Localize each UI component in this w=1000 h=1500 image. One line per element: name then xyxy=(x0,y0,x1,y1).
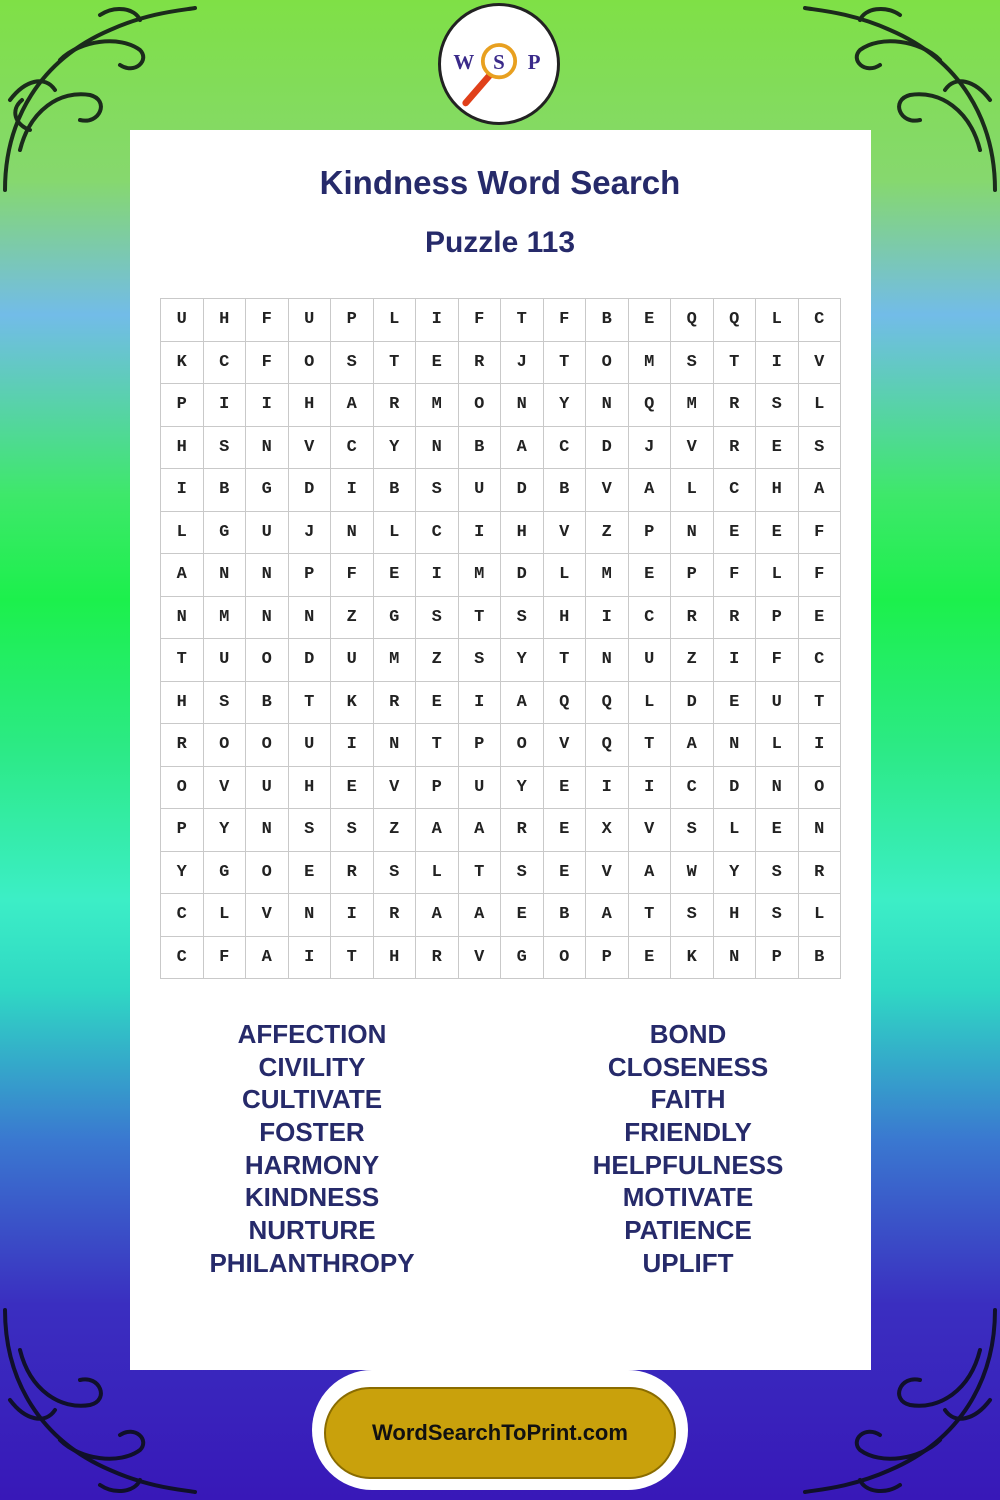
grid-cell[interactable]: S xyxy=(756,851,799,894)
grid-cell[interactable]: N xyxy=(246,554,289,597)
grid-cell[interactable]: H xyxy=(373,936,416,979)
word-item: NURTURE xyxy=(248,1215,376,1246)
grid-cell[interactable]: T xyxy=(458,596,501,639)
word-item: HARMONY xyxy=(244,1149,380,1180)
grid-cell[interactable]: C xyxy=(416,511,459,554)
grid-cell[interactable]: L xyxy=(628,681,671,724)
grid-cell[interactable]: D xyxy=(288,469,331,512)
grid-row xyxy=(161,936,841,979)
word-list-right xyxy=(523,1018,853,1280)
grid-cell[interactable]: H xyxy=(203,299,246,342)
grid-cell[interactable]: Z xyxy=(331,596,374,639)
grid-cell[interactable]: B xyxy=(798,936,841,979)
grid-cell[interactable]: K xyxy=(161,341,204,384)
grid-cell[interactable]: I xyxy=(331,894,374,937)
grid-cell[interactable]: P xyxy=(288,554,331,597)
grid-cell[interactable]: A xyxy=(671,724,714,767)
grid-row xyxy=(161,766,841,809)
grid-cell[interactable]: P xyxy=(331,299,374,342)
grid-cell[interactable]: G xyxy=(501,936,544,979)
grid-cell[interactable]: B xyxy=(203,469,246,512)
grid-cell[interactable]: R xyxy=(501,809,544,852)
grid-cell[interactable]: Q xyxy=(543,681,586,724)
grid-cell[interactable]: J xyxy=(501,341,544,384)
grid-row xyxy=(161,851,841,894)
grid-cell[interactable]: K xyxy=(671,936,714,979)
grid-cell[interactable]: S xyxy=(416,596,459,639)
grid-cell[interactable]: H xyxy=(161,426,204,469)
grid-cell[interactable]: M xyxy=(203,596,246,639)
grid-row xyxy=(161,724,841,767)
grid-cell[interactable]: C xyxy=(203,341,246,384)
grid-cell[interactable]: Q xyxy=(586,681,629,724)
grid-cell[interactable]: L xyxy=(713,809,756,852)
grid-cell[interactable]: F xyxy=(543,299,586,342)
grid-cell[interactable]: U xyxy=(203,639,246,682)
grid-cell[interactable]: T xyxy=(416,724,459,767)
grid-cell[interactable]: R xyxy=(713,426,756,469)
grid-cell[interactable]: E xyxy=(331,766,374,809)
grid-cell[interactable]: A xyxy=(586,894,629,937)
grid-cell[interactable]: A xyxy=(628,851,671,894)
grid-cell[interactable]: G xyxy=(203,851,246,894)
word-item: MOTIVATE xyxy=(622,1182,754,1213)
grid-cell[interactable]: R xyxy=(671,596,714,639)
word-item: HELPFULNESS xyxy=(592,1149,784,1180)
grid-cell[interactable]: A xyxy=(501,681,544,724)
grid-cell[interactable]: E xyxy=(288,851,331,894)
grid-cell[interactable]: D xyxy=(288,639,331,682)
grid-cell[interactable]: N xyxy=(203,554,246,597)
grid-cell[interactable]: E xyxy=(756,426,799,469)
grid-cell[interactable]: H xyxy=(756,469,799,512)
grid-cell[interactable]: R xyxy=(373,681,416,724)
grid-cell[interactable]: R xyxy=(331,851,374,894)
grid-cell[interactable]: S xyxy=(373,851,416,894)
word-item: CULTIVATE xyxy=(241,1084,383,1115)
grid-cell[interactable]: N xyxy=(161,596,204,639)
grid-cell[interactable]: Z xyxy=(671,639,714,682)
grid-cell[interactable]: U xyxy=(246,766,289,809)
grid-cell[interactable]: M xyxy=(628,341,671,384)
grid-cell[interactable]: C xyxy=(628,596,671,639)
grid-cell[interactable]: R xyxy=(161,724,204,767)
grid-cell[interactable]: P xyxy=(586,936,629,979)
grid-cell[interactable]: A xyxy=(331,384,374,427)
grid-cell[interactable]: P xyxy=(628,511,671,554)
grid-cell[interactable]: S xyxy=(331,341,374,384)
grid-cell[interactable]: P xyxy=(161,384,204,427)
grid-cell[interactable]: R xyxy=(798,851,841,894)
grid-cell[interactable]: K xyxy=(331,681,374,724)
grid-cell[interactable]: R xyxy=(713,384,756,427)
grid-cell[interactable]: N xyxy=(713,936,756,979)
grid-cell[interactable]: M xyxy=(671,384,714,427)
grid-cell[interactable]: E xyxy=(543,809,586,852)
page-title: Kindness Word Search xyxy=(319,164,681,201)
grid-cell[interactable]: O xyxy=(246,851,289,894)
letter-grid xyxy=(160,298,841,979)
grid-cell[interactable]: S xyxy=(203,681,246,724)
grid-cell[interactable]: I xyxy=(331,469,374,512)
grid-cell[interactable]: P xyxy=(671,554,714,597)
grid-row xyxy=(161,299,841,342)
grid-cell[interactable]: N xyxy=(586,639,629,682)
grid-cell[interactable]: E xyxy=(756,511,799,554)
grid-cell[interactable]: F xyxy=(331,554,374,597)
grid-cell[interactable]: U xyxy=(161,299,204,342)
grid-cell[interactable]: L xyxy=(798,384,841,427)
word-item: CLOSENESS xyxy=(607,1051,769,1082)
grid-cell[interactable]: I xyxy=(586,766,629,809)
grid-cell[interactable]: V xyxy=(798,341,841,384)
grid-cell[interactable]: I xyxy=(756,341,799,384)
grid-cell[interactable]: B xyxy=(246,681,289,724)
grid-cell[interactable]: L xyxy=(756,554,799,597)
grid-cell[interactable]: C xyxy=(713,469,756,512)
word-item: BOND xyxy=(649,1019,727,1049)
word-item: UPLIFT xyxy=(642,1247,734,1278)
grid-cell[interactable]: E xyxy=(628,299,671,342)
grid-cell[interactable]: P xyxy=(161,809,204,852)
grid-cell[interactable]: H xyxy=(713,894,756,937)
grid-row xyxy=(161,809,841,852)
grid-cell[interactable]: L xyxy=(543,554,586,597)
grid-cell[interactable]: N xyxy=(288,596,331,639)
magnifier-icon xyxy=(441,6,557,122)
grid-cell[interactable]: H xyxy=(501,511,544,554)
grid-cell[interactable]: U xyxy=(331,639,374,682)
grid-cell[interactable]: V xyxy=(543,724,586,767)
grid-cell[interactable]: E xyxy=(628,936,671,979)
grid-cell[interactable]: L xyxy=(798,894,841,937)
grid-cell[interactable]: I xyxy=(458,511,501,554)
grid-row xyxy=(161,341,841,384)
grid-cell[interactable]: S xyxy=(671,341,714,384)
grid-cell[interactable]: T xyxy=(713,341,756,384)
grid-cell[interactable]: Y xyxy=(373,426,416,469)
grid-cell[interactable]: N xyxy=(373,724,416,767)
grid-cell[interactable]: H xyxy=(543,596,586,639)
grid-cell[interactable]: C xyxy=(671,766,714,809)
grid-cell[interactable]: V xyxy=(288,426,331,469)
grid-cell[interactable]: L xyxy=(373,299,416,342)
grid-cell[interactable]: A xyxy=(501,426,544,469)
site-link[interactable]: WordSearchToPrint.com xyxy=(324,1387,676,1479)
grid-cell[interactable]: T xyxy=(628,894,671,937)
grid-cell[interactable]: T xyxy=(543,341,586,384)
grid-row xyxy=(161,639,841,682)
grid-cell[interactable]: P xyxy=(416,766,459,809)
grid-cell[interactable]: N xyxy=(331,511,374,554)
grid-cell[interactable]: B xyxy=(543,469,586,512)
grid-cell[interactable]: V xyxy=(203,766,246,809)
grid-cell[interactable]: Y xyxy=(161,851,204,894)
grid-cell[interactable]: F xyxy=(798,511,841,554)
grid-cell[interactable]: O xyxy=(246,639,289,682)
grid-cell[interactable]: F xyxy=(246,341,289,384)
word-item: FRIENDLY xyxy=(624,1117,752,1148)
grid-cell[interactable]: O xyxy=(161,766,204,809)
grid-cell[interactable]: N xyxy=(288,894,331,937)
grid-cell[interactable]: S xyxy=(756,384,799,427)
grid-cell[interactable]: Z xyxy=(586,511,629,554)
grid-cell[interactable]: E xyxy=(416,681,459,724)
grid-cell[interactable]: A xyxy=(798,469,841,512)
grid-cell[interactable]: T xyxy=(628,724,671,767)
grid-cell[interactable]: U xyxy=(756,681,799,724)
grid-cell[interactable]: B xyxy=(586,299,629,342)
grid-row xyxy=(161,596,841,639)
grid-cell[interactable]: S xyxy=(501,851,544,894)
word-item: KINDNESS xyxy=(244,1182,380,1213)
grid-cell[interactable]: T xyxy=(331,936,374,979)
grid-cell[interactable]: D xyxy=(501,554,544,597)
grid-cell[interactable]: V xyxy=(586,851,629,894)
grid-cell[interactable]: I xyxy=(628,766,671,809)
grid-cell[interactable]: I xyxy=(161,469,204,512)
grid-cell[interactable]: S xyxy=(756,894,799,937)
grid-cell[interactable]: B xyxy=(373,469,416,512)
grid-cell[interactable]: N xyxy=(671,511,714,554)
grid-cell[interactable]: I xyxy=(458,681,501,724)
grid-cell[interactable]: A xyxy=(416,894,459,937)
grid-cell[interactable]: S xyxy=(416,469,459,512)
grid-cell[interactable]: R xyxy=(458,341,501,384)
grid-row xyxy=(161,554,841,597)
grid-cell[interactable]: C xyxy=(798,299,841,342)
word-item: AFFECTION xyxy=(237,1019,387,1049)
grid-cell[interactable]: E xyxy=(416,341,459,384)
grid-cell[interactable]: D xyxy=(586,426,629,469)
grid-cell[interactable]: G xyxy=(203,511,246,554)
grid-cell[interactable]: I xyxy=(416,299,459,342)
word-item: CIVILITY xyxy=(258,1051,366,1082)
grid-cell[interactable]: S xyxy=(203,426,246,469)
grid-cell[interactable]: T xyxy=(458,851,501,894)
grid-cell[interactable]: Z xyxy=(416,639,459,682)
grid-row xyxy=(161,384,841,427)
grid-cell[interactable]: T xyxy=(543,639,586,682)
grid-cell[interactable]: M xyxy=(373,639,416,682)
grid-row xyxy=(161,426,841,469)
grid-cell[interactable]: A xyxy=(628,469,671,512)
grid-cell[interactable]: B xyxy=(458,426,501,469)
logo-letter: W xyxy=(453,49,475,74)
grid-cell[interactable]: X xyxy=(586,809,629,852)
grid-cell[interactable]: U xyxy=(288,299,331,342)
grid-cell[interactable]: O xyxy=(586,341,629,384)
grid-cell[interactable]: N xyxy=(416,426,459,469)
word-item: FAITH xyxy=(650,1084,726,1115)
grid-cell[interactable]: C xyxy=(543,426,586,469)
grid-cell[interactable]: T xyxy=(798,681,841,724)
grid-cell[interactable]: I xyxy=(713,639,756,682)
grid-cell[interactable]: L xyxy=(203,894,246,937)
grid-cell[interactable]: V xyxy=(543,511,586,554)
wsp-logo xyxy=(438,3,560,125)
grid-cell[interactable]: Q xyxy=(713,299,756,342)
grid-cell[interactable]: L xyxy=(671,469,714,512)
grid-cell[interactable]: H xyxy=(288,384,331,427)
grid-cell[interactable]: Y xyxy=(713,851,756,894)
grid-cell[interactable]: Q xyxy=(586,724,629,767)
grid-cell[interactable]: H xyxy=(161,681,204,724)
word-list-left xyxy=(147,1018,477,1280)
grid-cell[interactable]: I xyxy=(416,554,459,597)
grid-cell[interactable]: P xyxy=(458,724,501,767)
grid-cell[interactable]: C xyxy=(161,894,204,937)
grid-cell[interactable]: A xyxy=(246,936,289,979)
grid-cell[interactable]: U xyxy=(458,766,501,809)
grid-cell[interactable]: E xyxy=(798,596,841,639)
grid-cell[interactable]: Y xyxy=(501,639,544,682)
grid-cell[interactable]: F xyxy=(756,639,799,682)
grid-cell[interactable]: O xyxy=(203,724,246,767)
grid-cell[interactable]: N xyxy=(501,384,544,427)
grid-cell[interactable]: L xyxy=(373,511,416,554)
grid-cell[interactable]: M xyxy=(416,384,459,427)
grid-cell[interactable]: A xyxy=(458,809,501,852)
grid-row xyxy=(161,469,841,512)
grid-cell[interactable]: C xyxy=(798,639,841,682)
grid-cell[interactable]: E xyxy=(543,851,586,894)
grid-cell[interactable]: F xyxy=(203,936,246,979)
word-item: PHILANTHROPY xyxy=(209,1247,415,1278)
grid-cell[interactable]: D xyxy=(671,681,714,724)
grid-cell[interactable]: R xyxy=(416,936,459,979)
grid-cell[interactable]: V xyxy=(671,426,714,469)
grid-cell[interactable]: O xyxy=(246,724,289,767)
grid-cell[interactable]: J xyxy=(628,426,671,469)
grid-cell[interactable]: P xyxy=(756,596,799,639)
grid-cell[interactable]: S xyxy=(501,596,544,639)
grid-cell[interactable]: L xyxy=(756,724,799,767)
grid-cell[interactable]: U xyxy=(628,639,671,682)
grid-cell[interactable]: M xyxy=(586,554,629,597)
grid-cell[interactable]: S xyxy=(798,426,841,469)
grid-cell[interactable]: S xyxy=(671,809,714,852)
grid-cell[interactable]: I xyxy=(331,724,374,767)
logo-letter: P xyxy=(527,49,541,74)
grid-cell[interactable]: L xyxy=(416,851,459,894)
grid-cell[interactable]: N xyxy=(713,724,756,767)
grid-cell[interactable]: F xyxy=(246,299,289,342)
grid-cell[interactable]: D xyxy=(713,766,756,809)
grid-cell[interactable]: E xyxy=(713,681,756,724)
grid-cell[interactable]: Y xyxy=(543,384,586,427)
grid-cell[interactable]: A xyxy=(161,554,204,597)
grid-cell[interactable]: Q xyxy=(628,384,671,427)
grid-cell[interactable]: U xyxy=(246,511,289,554)
grid-cell[interactable]: N xyxy=(586,384,629,427)
grid-cell[interactable]: T xyxy=(288,681,331,724)
puzzle-number: Puzzle 113 xyxy=(424,226,576,259)
word-item: PATIENCE xyxy=(624,1215,752,1246)
grid-cell[interactable]: F xyxy=(798,554,841,597)
grid-cell[interactable]: V xyxy=(628,809,671,852)
grid-cell[interactable]: H xyxy=(288,766,331,809)
grid-row xyxy=(161,681,841,724)
grid-cell[interactable]: A xyxy=(458,894,501,937)
grid-cell[interactable]: S xyxy=(671,894,714,937)
grid-cell[interactable]: E xyxy=(373,554,416,597)
grid-row xyxy=(161,511,841,554)
grid-cell[interactable]: V xyxy=(586,469,629,512)
grid-cell[interactable]: L xyxy=(756,299,799,342)
grid-cell[interactable]: U xyxy=(458,469,501,512)
grid-cell[interactable]: O xyxy=(543,936,586,979)
word-item: FOSTER xyxy=(259,1117,365,1148)
grid-cell[interactable]: Z xyxy=(373,809,416,852)
grid-cell[interactable]: R xyxy=(373,384,416,427)
grid-cell[interactable]: I xyxy=(246,384,289,427)
grid-cell[interactable]: J xyxy=(288,511,331,554)
grid-cell[interactable]: B xyxy=(543,894,586,937)
grid-cell[interactable]: E xyxy=(501,894,544,937)
grid-cell[interactable]: I xyxy=(288,936,331,979)
grid-cell[interactable]: O xyxy=(501,724,544,767)
grid-cell[interactable]: M xyxy=(458,554,501,597)
grid-cell[interactable]: Y xyxy=(203,809,246,852)
grid-row xyxy=(161,894,841,937)
grid-cell[interactable]: L xyxy=(161,511,204,554)
grid-cell[interactable]: E xyxy=(713,511,756,554)
grid-cell[interactable]: T xyxy=(501,299,544,342)
grid-cell[interactable]: N xyxy=(246,596,289,639)
grid-cell[interactable]: V xyxy=(373,766,416,809)
grid-cell[interactable]: T xyxy=(373,341,416,384)
grid-cell[interactable]: S xyxy=(331,809,374,852)
grid-cell[interactable]: Q xyxy=(671,299,714,342)
grid-cell[interactable]: I xyxy=(203,384,246,427)
grid-cell[interactable]: I xyxy=(586,596,629,639)
grid-cell[interactable]: N xyxy=(798,809,841,852)
grid-cell[interactable]: P xyxy=(756,936,799,979)
grid-cell[interactable]: N xyxy=(246,426,289,469)
grid-cell[interactable]: F xyxy=(458,299,501,342)
grid-cell[interactable]: W xyxy=(671,851,714,894)
grid-cell[interactable]: G xyxy=(373,596,416,639)
grid-cell[interactable]: O xyxy=(288,341,331,384)
grid-cell[interactable]: S xyxy=(458,639,501,682)
grid-cell[interactable]: U xyxy=(288,724,331,767)
grid-cell[interactable]: T xyxy=(161,639,204,682)
grid-cell[interactable]: E xyxy=(628,554,671,597)
grid-cell[interactable]: R xyxy=(713,596,756,639)
grid-cell[interactable]: C xyxy=(331,426,374,469)
grid-cell[interactable]: V xyxy=(458,936,501,979)
grid-cell[interactable]: Y xyxy=(501,766,544,809)
grid-cell[interactable]: A xyxy=(416,809,459,852)
grid-cell[interactable]: C xyxy=(161,936,204,979)
grid-cell[interactable]: V xyxy=(246,894,289,937)
grid-cell[interactable]: G xyxy=(246,469,289,512)
grid-cell[interactable]: N xyxy=(246,809,289,852)
grid-cell[interactable]: I xyxy=(798,724,841,767)
grid-cell[interactable]: O xyxy=(458,384,501,427)
grid-cell[interactable]: O xyxy=(798,766,841,809)
grid-cell[interactable]: S xyxy=(288,809,331,852)
grid-cell[interactable]: N xyxy=(756,766,799,809)
grid-cell[interactable]: E xyxy=(756,809,799,852)
grid-cell[interactable]: D xyxy=(501,469,544,512)
grid-cell[interactable]: E xyxy=(543,766,586,809)
grid-cell[interactable]: F xyxy=(713,554,756,597)
logo-letter: S xyxy=(493,49,505,74)
grid-cell[interactable]: R xyxy=(373,894,416,937)
